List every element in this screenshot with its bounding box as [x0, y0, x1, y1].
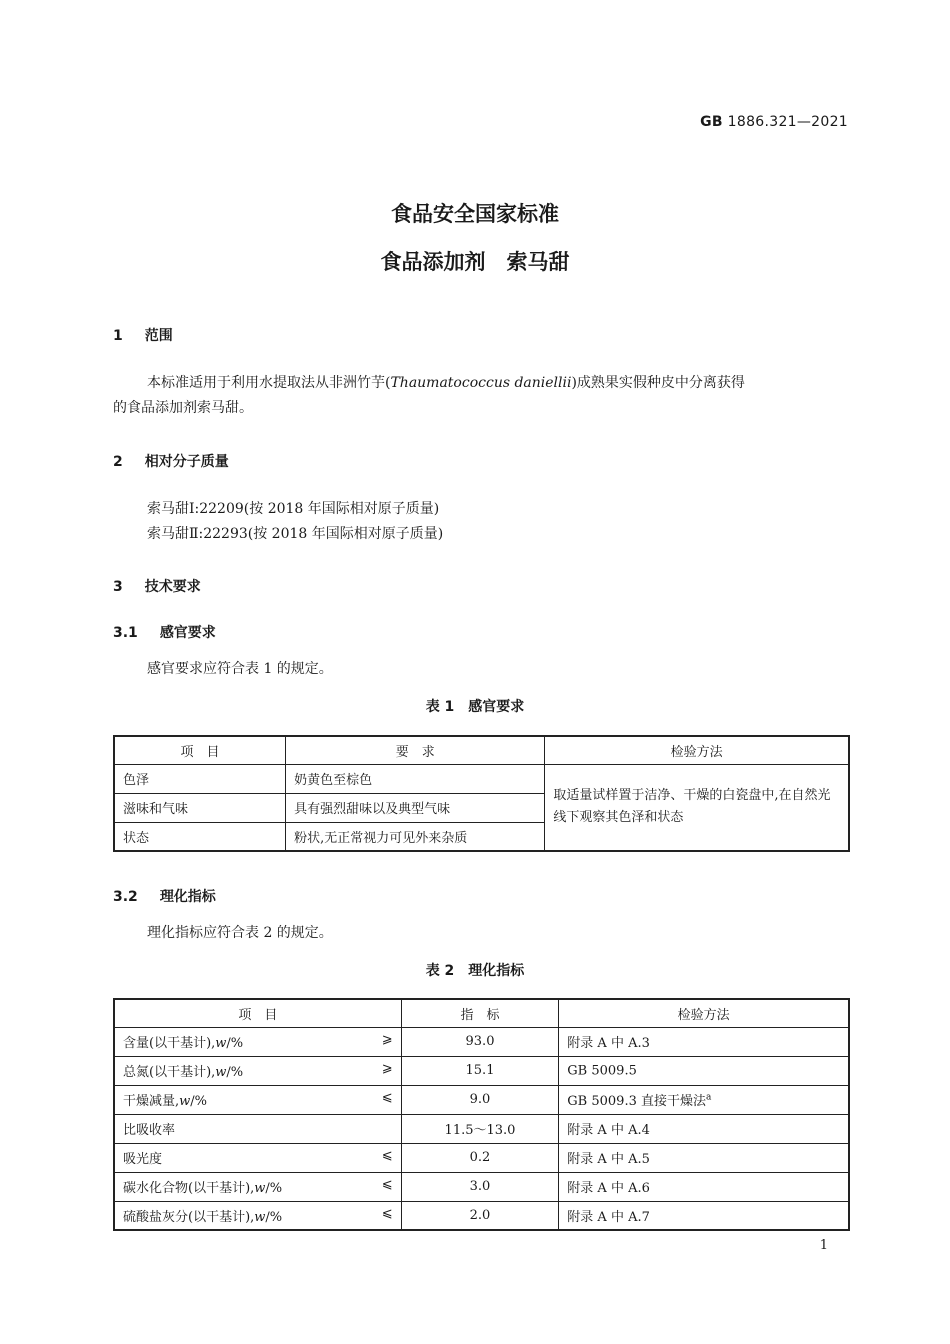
section-title: 感官要求 — [159, 625, 216, 641]
section-title: 范围 — [144, 328, 173, 344]
method-text: GB 5009.3 直接干燥法 — [567, 1094, 706, 1109]
column-header: 要 求 — [286, 736, 545, 764]
value-cell: 93.0 — [401, 1027, 559, 1056]
item-variable: w — [215, 1036, 227, 1051]
table-header-row — [114, 736, 849, 764]
column-header: 项 目 — [114, 999, 401, 1027]
item-unit: /% — [265, 1181, 283, 1196]
item-unit: /% — [265, 1209, 283, 1225]
section-1-para-line-2: 的食品添加剂索马甜。 — [113, 400, 253, 416]
item-cell — [114, 1172, 401, 1201]
column-header: 检验方法 — [559, 999, 849, 1027]
item-cell — [114, 1027, 401, 1056]
method-cell — [559, 1172, 849, 1201]
item-cell — [114, 1085, 401, 1114]
section-number: 1 — [113, 328, 123, 344]
title-line-1: 食品安全国家标准 — [391, 202, 559, 226]
column-header: 项 目 — [114, 736, 286, 764]
section-2-line-1: 索马甜Ⅰ:22209(按 2018 年国际相对原子质量) — [147, 501, 440, 517]
item-variable: w — [179, 1094, 191, 1109]
table-header-row — [114, 999, 849, 1027]
section-number: 3.1 — [113, 625, 138, 641]
footnote-marker: a — [706, 1092, 712, 1103]
section-3-1-heading — [113, 622, 216, 642]
item-cell: 色泽 — [114, 764, 286, 793]
item-cell: 状态 — [114, 822, 286, 851]
item-label: 碳水化合物(以干基计), — [123, 1181, 255, 1196]
method-text: 附录 A 中 A.7 — [567, 1209, 650, 1225]
method-text: GB 5009.5 — [567, 1063, 637, 1079]
table-1 — [113, 735, 850, 852]
section-3-heading — [113, 576, 201, 596]
section-3-2-text: 理化指标应符合表 2 的规定。 — [147, 925, 333, 941]
item-cell — [114, 1114, 401, 1143]
title-line-2: 食品添加剂 索马甜 — [380, 250, 570, 274]
method-cell — [559, 1201, 849, 1230]
section-2-heading — [113, 451, 229, 471]
value-cell: 0.2 — [401, 1143, 559, 1172]
item-variable: w — [254, 1181, 266, 1196]
section-number: 3.2 — [113, 889, 138, 905]
item-cell — [114, 1143, 401, 1172]
value-cell: 2.0 — [401, 1201, 559, 1230]
document-number — [700, 114, 848, 130]
item-label: 比吸收率 — [123, 1123, 176, 1138]
table-row — [114, 1114, 849, 1143]
section-1-para-line-1 — [147, 371, 851, 395]
comparison-symbol: ⩾ — [381, 1032, 393, 1047]
text: 本标准适用于利用水提取法从非洲竹芋( — [147, 375, 391, 391]
section-3-2-heading — [113, 886, 216, 906]
table-row — [114, 1085, 849, 1114]
item-label: 吸光度 — [123, 1152, 163, 1167]
method-text: 附录 A 中 A.5 — [567, 1152, 650, 1167]
item-label: 总氮(以干基计), — [123, 1065, 216, 1080]
value-cell: 15.1 — [401, 1056, 559, 1085]
section-title: 相对分子质量 — [144, 454, 229, 470]
item-unit: /% — [226, 1036, 244, 1051]
comparison-symbol: ⩽ — [381, 1205, 393, 1221]
item-cell — [114, 1201, 401, 1230]
requirement-cell: 具有强烈甜味以及典型气味 — [286, 793, 545, 822]
section-number: 3 — [113, 579, 123, 595]
standard-code: GB — [700, 114, 723, 130]
table-2-caption: 表 2 理化指标 — [425, 963, 525, 979]
standard-number: 1886.321—2021 — [727, 114, 848, 130]
text: )成熟果实假种皮中分离获得 — [571, 375, 745, 391]
comparison-symbol: ⩾ — [381, 1061, 393, 1076]
comparison-symbol: ⩽ — [381, 1090, 393, 1105]
requirement-cell: 粉状,无正常视力可见外来杂质 — [286, 822, 545, 851]
item-variable: w — [254, 1209, 266, 1225]
section-2-line-2: 索马甜Ⅱ:22293(按 2018 年国际相对原子质量) — [147, 526, 444, 542]
table-row — [114, 1172, 849, 1201]
method-cell — [559, 1085, 849, 1114]
item-label: 干燥减量, — [123, 1094, 180, 1109]
table-row — [114, 1201, 849, 1230]
column-header: 指 标 — [401, 999, 559, 1027]
method-text: 附录 A 中 A.6 — [567, 1181, 650, 1196]
item-variable: w — [215, 1065, 227, 1080]
item-unit: /% — [226, 1065, 244, 1080]
requirement-cell: 奶黄色至棕色 — [286, 764, 545, 793]
table-row — [114, 1143, 849, 1172]
item-label: 硫酸盐灰分(以干基计), — [123, 1209, 255, 1225]
value-cell: 3.0 — [401, 1172, 559, 1201]
section-1-heading — [113, 325, 173, 345]
column-header: 检验方法 — [545, 736, 849, 764]
method-cell — [559, 1114, 849, 1143]
method-cell — [559, 1027, 849, 1056]
item-cell — [114, 1056, 401, 1085]
table-row — [114, 1056, 849, 1085]
value-cell: 11.5～13.0 — [401, 1114, 559, 1143]
table-row — [114, 764, 849, 793]
section-title: 理化指标 — [159, 889, 216, 905]
method-cell — [559, 1056, 849, 1085]
page-number: 1 — [819, 1238, 828, 1253]
method-text: 附录 A 中 A.4 — [567, 1123, 650, 1138]
table-row — [114, 1027, 849, 1056]
value-cell: 9.0 — [401, 1085, 559, 1114]
method-text: 附录 A 中 A.3 — [567, 1036, 650, 1051]
comparison-symbol: ⩽ — [381, 1177, 393, 1192]
method-cell — [559, 1143, 849, 1172]
section-number: 2 — [113, 454, 123, 470]
comparison-symbol: ⩽ — [381, 1148, 393, 1163]
table-2 — [113, 998, 850, 1231]
item-label: 含量(以干基计), — [123, 1036, 216, 1051]
item-unit: /% — [190, 1094, 208, 1109]
item-cell: 滋味和气味 — [114, 793, 286, 822]
section-title: 技术要求 — [144, 579, 201, 595]
table-1-caption: 表 1 感官要求 — [425, 699, 525, 715]
section-3-1-text: 感官要求应符合表 1 的规定。 — [147, 661, 333, 677]
method-cell: 取适量试样置于洁净、干燥的白瓷盘中,在自然光线下观察其色泽和状态 — [545, 764, 849, 851]
latin-name: Thaumatococcus daniellii — [390, 375, 572, 391]
